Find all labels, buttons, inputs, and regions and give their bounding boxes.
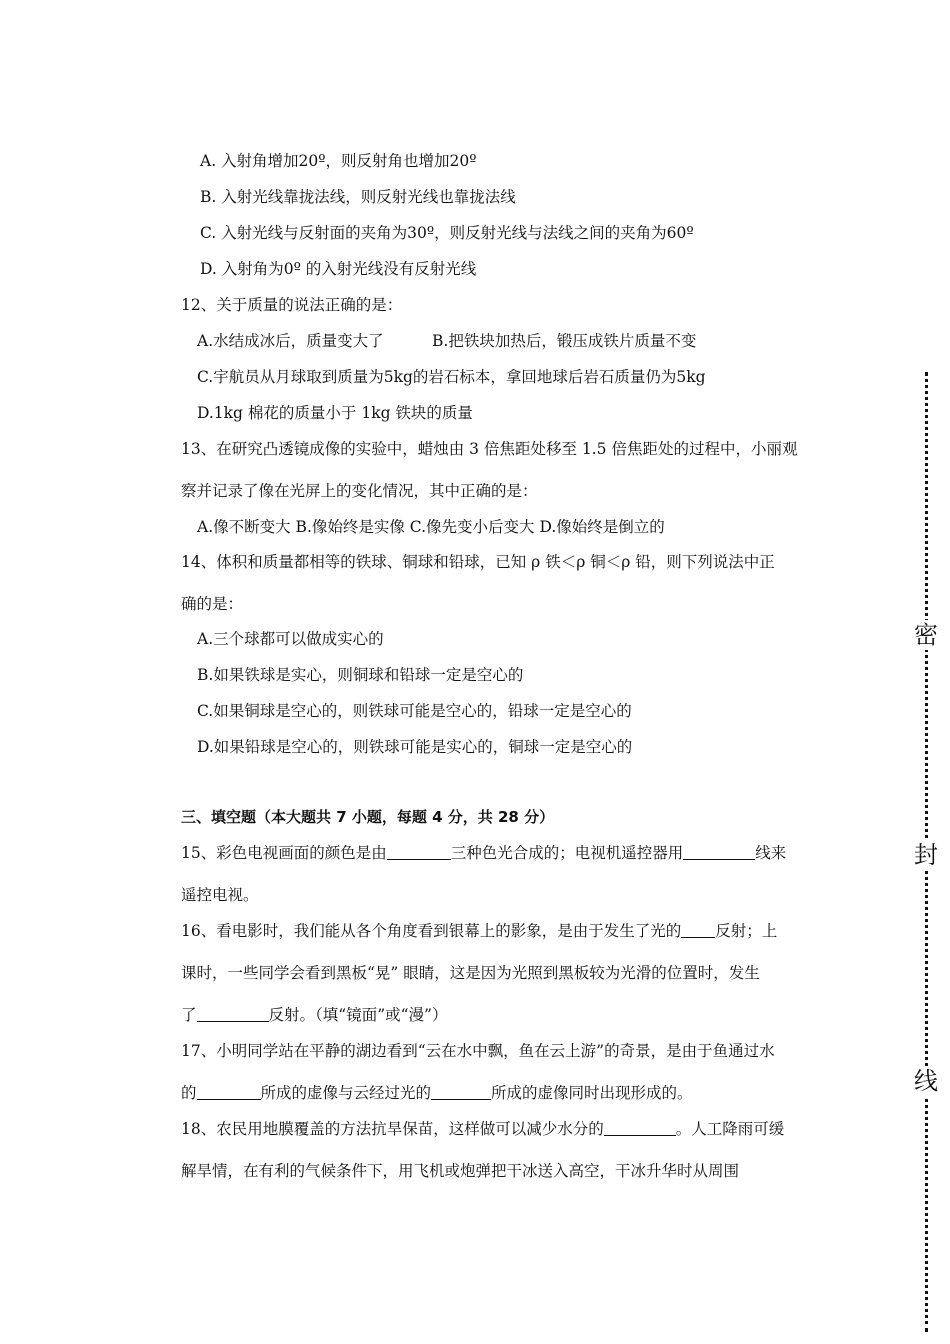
- q13-options: A.像不断变大 B.像始终是实像 C.像先变小后变大 D.像始终是倒立的: [197, 518, 665, 536]
- q12-option-a: A.水结成冰后，质量变大了: [197, 332, 384, 350]
- q16-text-1: 16、看电影时，我们能从各个角度看到银幕上的影象，是由于发生了光的: [181, 922, 682, 940]
- q12-option-c: C.宇航员从月球取到质量为5kg的岩石标本，拿回地球后岩石质量仍为5kg: [197, 368, 706, 386]
- q17-text-1: 的: [181, 1084, 197, 1102]
- q16-line3: [181, 1004, 447, 1026]
- q18-line1: [181, 1118, 784, 1140]
- q17-text-2: 所成的虚像与云经过光的: [260, 1084, 432, 1102]
- q15-blank-1: [387, 843, 451, 860]
- q14-option-c: C.如果铜球是空心的，则铁球可能是空心的，铅球一定是空心的: [197, 702, 632, 720]
- q12-stem: 12、关于质量的说法正确的是：: [181, 296, 403, 314]
- q16-text-4: 反射。（填“镜面”或“漫”）: [268, 1006, 448, 1024]
- q11-option-c: C. 入射光线与反射面的夹角为30º，则反射光线与法线之间的夹角为60º: [200, 224, 694, 242]
- q17-line2: [181, 1082, 693, 1104]
- q17-blank-1: [197, 1083, 261, 1100]
- q11-option-a: A. 入射角增加20º，则反射角也增加20º: [200, 152, 477, 170]
- binding-label-close: 封: [914, 841, 938, 869]
- q12-option-b: B.把铁块加热后，锻压成铁片质量不变: [432, 332, 697, 350]
- q13-stem-line1: 13、在研究凸透镜成像的实验中，蜡烛由 3 倍焦距处移至 1.5 倍焦距处的过程中，小丽观: [181, 440, 798, 458]
- q14-option-b: B.如果铁球是实心，则铜球和铅球一定是空心的: [197, 666, 524, 684]
- q13-stem-line2: 察并记录了像在光屏上的变化情况，其中正确的是：: [181, 482, 538, 500]
- q16-text-2: 反射；上: [715, 922, 778, 940]
- binding-label-line: 线: [914, 1067, 938, 1095]
- q11-option-b: B. 入射光线靠拢法线，则反射光线也靠拢法线: [200, 188, 516, 206]
- q11-option-d: D. 入射角为0º 的入射光线没有反射光线: [200, 260, 477, 278]
- q18-line2: 解旱情，在有利的气候条件下，用飞机或炮弹把干冰送入高空，干冰升华时从周围: [181, 1162, 740, 1180]
- q18-blank-1: [604, 1119, 676, 1136]
- q15-text-2: 三种色光合成的；电视机遥控器用: [450, 844, 684, 862]
- q15-text-3: 线来: [755, 844, 787, 862]
- q14-option-a: A.三个球都可以做成实心的: [197, 630, 384, 648]
- q18-text-2: 。人工降雨可缓: [675, 1120, 785, 1138]
- q16-text-3: 了: [181, 1006, 197, 1024]
- q16-line1: [181, 920, 777, 942]
- q16-blank-1: [681, 921, 715, 938]
- q14-option-d: D.如果铅球是空心的，则铁球可能是实心的，铜球一定是空心的: [197, 738, 633, 756]
- binding-label-seal: 密: [914, 621, 938, 649]
- q16-line2: 课时，一些同学会看到黑板“晃” 眼睛，这是因为光照到黑板较为光滑的位置时，发生: [181, 964, 760, 982]
- q14-stem-line1: 14、体积和质量都相等的铁球、铜球和铅球，已知 ρ 铁＜ρ 铜＜ρ 铅，则下列说法中正: [181, 553, 775, 571]
- q16-blank-2: [197, 1005, 269, 1022]
- q17-blank-2: [431, 1083, 491, 1100]
- q17-line1: 17、小明同学站在平静的湖边看到“云在水中飘，鱼在云上游”的奇景，是由于鱼通过水: [181, 1042, 775, 1060]
- q15-line1: [181, 842, 786, 864]
- q15-line2: 遥控电视。: [181, 886, 259, 904]
- q17-text-3: 所成的虚像同时出现形成的。: [491, 1084, 693, 1102]
- q15-text-1: 15、彩色电视画面的颜色是由: [181, 844, 387, 862]
- section-3-title: 三、填空题（本大题共 7 小题，每题 4 分，共 28 分）: [181, 808, 555, 826]
- q18-text-1: 18、农民用地膜覆盖的方法抗旱保苗，这样做可以减少水分的: [181, 1120, 604, 1138]
- q15-blank-2: [683, 843, 755, 860]
- q12-option-d: D.1kg 棉花的质量小于 1kg 铁块的质量: [197, 404, 473, 422]
- q14-stem-line2: 确的是：: [181, 595, 244, 613]
